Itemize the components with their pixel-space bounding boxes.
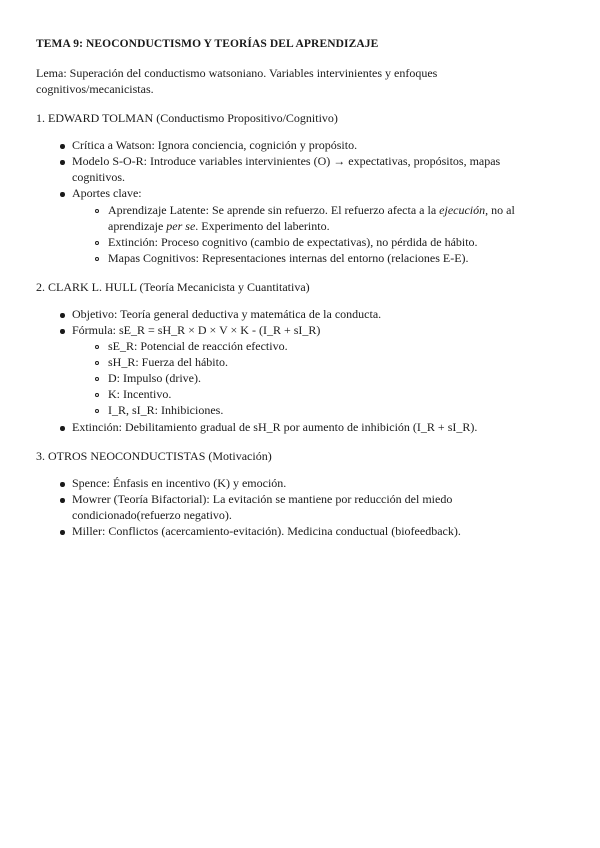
- bullet-icon: [60, 426, 65, 431]
- bullet-icon: [60, 530, 65, 535]
- list-item: Objetivo: Teoría general deductiva y matemática de la conducta.: [72, 307, 382, 321]
- bullet-icon: [60, 498, 65, 503]
- list-item-continued: cognitivos.: [72, 170, 125, 184]
- sub-list-item: D: Impulso (drive).: [108, 371, 201, 385]
- circle-bullet-icon: [95, 345, 99, 349]
- circle-bullet-icon: [95, 241, 99, 245]
- bullet-icon: [60, 313, 65, 318]
- list-item: Crítica a Watson: Ignora conciencia, cognición y propósito.: [72, 138, 358, 152]
- sub-list-item: Aprendizaje Latente: Se aprende sin refuerzo. El refuerzo afecta a la ejecución, no al: [108, 203, 515, 217]
- section-heading-hull: 2. CLARK L. HULL (Teoría Mecanicista y Cuantitativa): [36, 280, 310, 294]
- sub-list-item-continued: aprendizaje per se. Experimento del laberinto.: [108, 219, 330, 233]
- list-item: Miller: Conflictos (acercamiento-evitación). Medicina conductual (biofeedback).: [72, 524, 461, 538]
- lema-line-1: Lema: Superación del conductismo watsoniano. Variables intervinientes y enfoques: [36, 66, 438, 80]
- sub-list-item: Mapas Cognitivos: Representaciones internas del entorno (relaciones E-E).: [108, 251, 469, 265]
- list-item: Aportes clave:: [72, 186, 142, 200]
- document-title: TEMA 9: NEOCONDUCTISMO Y TEORÍAS DEL APRENDIZAJE: [36, 38, 379, 50]
- sub-list-item: K: Incentivo.: [108, 387, 172, 401]
- section-heading-tolman: 1. EDWARD TOLMAN (Conductismo Propositivo/Cognitivo): [36, 111, 338, 125]
- sub-list-item: sH_R: Fuerza del hábito.: [108, 355, 228, 369]
- sub-list-item: Extinción: Proceso cognitivo (cambio de expectativas), no pérdida de hábito.: [108, 235, 478, 249]
- bullet-icon: [60, 482, 65, 487]
- list-item: Extinción: Debilitamiento gradual de sH_R por aumento de inhibición (I_R + sI_R).: [72, 420, 478, 434]
- list-item: Fórmula: sE_R = sH_R × D × V × K - (I_R + sI_R): [72, 323, 321, 337]
- sub-list-item: sE_R: Potencial de reacción efectivo.: [108, 339, 288, 353]
- circle-bullet-icon: [95, 377, 99, 381]
- section-heading-otros: 3. OTROS NEOCONDUCTISTAS (Motivación): [36, 449, 272, 463]
- circle-bullet-icon: [95, 209, 99, 213]
- list-item-continued: condicionado(refuerzo negativo).: [72, 508, 232, 522]
- circle-bullet-icon: [95, 409, 99, 413]
- circle-bullet-icon: [95, 393, 99, 397]
- bullet-icon: [60, 192, 65, 197]
- list-item: Mowrer (Teoría Bifactorial): La evitación se mantiene por reducción del miedo: [72, 492, 453, 506]
- bullet-icon: [60, 144, 65, 149]
- bullet-icon: [60, 329, 65, 334]
- lema-line-2: cognitivos/mecanicistas.: [36, 82, 154, 96]
- circle-bullet-icon: [95, 257, 99, 261]
- sub-list-item: I_R, sI_R: Inhibiciones.: [108, 403, 224, 417]
- bullet-icon: [60, 160, 65, 165]
- circle-bullet-icon: [95, 361, 99, 365]
- list-item: Spence: Énfasis en incentivo (K) y emoción.: [72, 476, 287, 490]
- list-item: Modelo S-O-R: Introduce variables intervinientes (O) → expectativas, propósitos, mapas: [72, 154, 501, 168]
